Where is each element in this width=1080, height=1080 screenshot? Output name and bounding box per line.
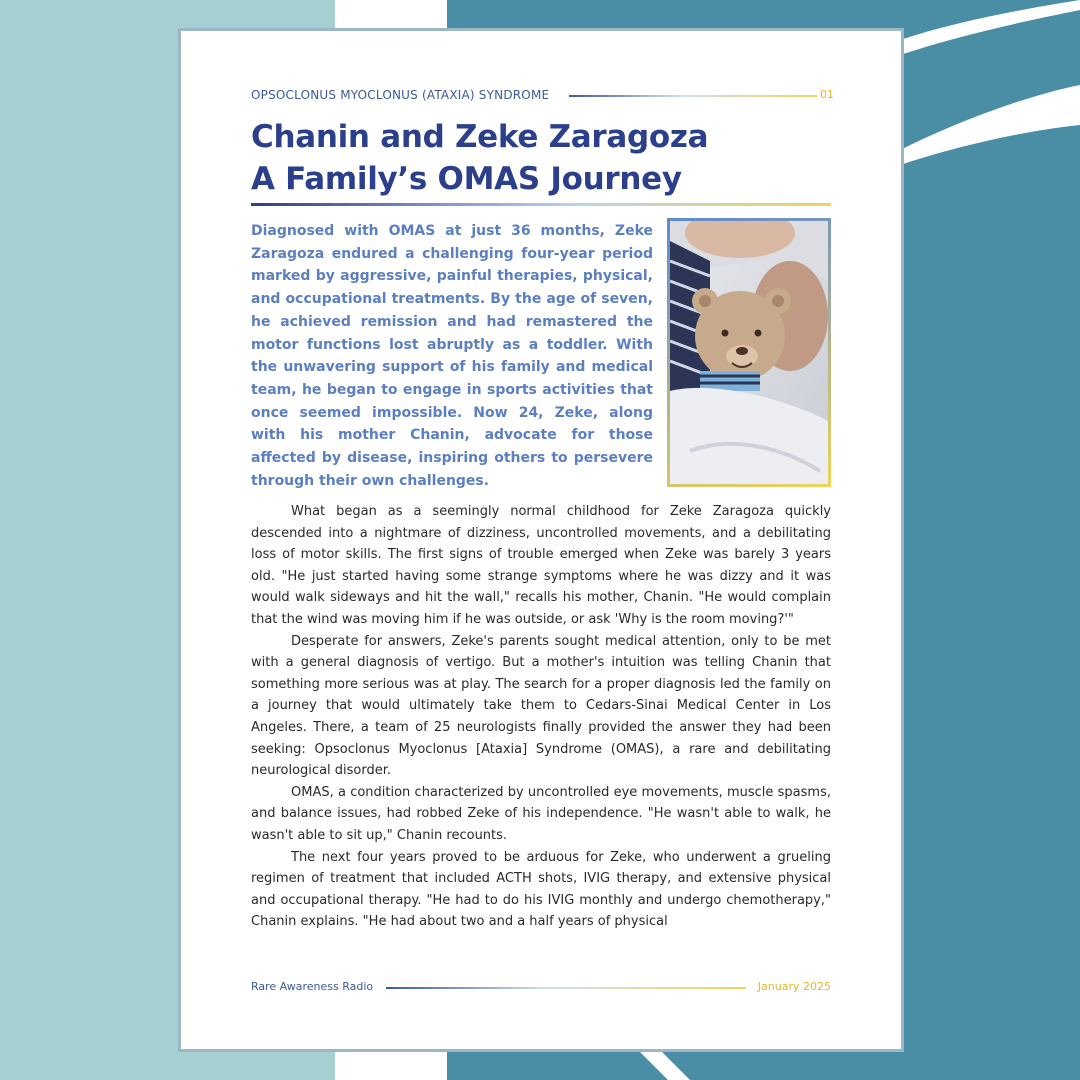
running-title: OPSOCLONUS MYOCLONUS (ATAXIA) SYNDROME (251, 88, 550, 102)
publication-name: Rare Awareness Radio (251, 980, 374, 993)
article-title (251, 116, 834, 200)
teddy-bear-photo (667, 218, 831, 487)
document-page (178, 28, 904, 1052)
body-paragraph: OMAS, a condition characterized by uncontrolled eye movements, muscle spasms, and balance issues, had robbed Zeke of his independence. "He wasn't able to walk, he wasn't able to sit up," Chanin recounts. (251, 784, 831, 843)
page-number: 01 (820, 88, 834, 101)
issue-date: January 2025 (757, 980, 831, 993)
running-header (251, 88, 834, 104)
footer-rule (386, 987, 746, 989)
title-line-1: Chanin and Zeke Zaragoza (251, 119, 709, 155)
article-body (251, 501, 831, 933)
teddy-bear-image (670, 221, 828, 484)
header-rule (569, 95, 817, 97)
body-paragraph: The next four years proved to be arduous for Zeke, who underwent a grueling regimen of treatment that included ACTH shots, IVIG therapy, and extensive physical and occupational therapy. "He had to do his IVIG monthly and undergo chemotherapy," Chanin explains. "He had about two and a half years of physical (251, 849, 831, 930)
page-footer (251, 980, 831, 996)
body-paragraph: Desperate for answers, Zeke's parents sought medical attention, only to be met with a general diagnosis of vertigo. But a mother's intuition was telling Chanin that something more serious was at play. The search for a proper diagnosis led the family on a journey that would ultimately take them to Cedars-Sinai Medical Center in Los Angeles. There, a team of 25 neurologists finally provided the answer they had been seeking: Opsoclonus Myoclonus [Ataxia] Syndrome (OMAS), a rare and debilitating neurological disorder. (251, 633, 831, 779)
body-paragraph: What began as a seemingly normal childhood for Zeke Zaragoza quickly descended into a nightmare of dizziness, uncontrolled movements, and a debilitating loss of motor skills. The first signs of trouble emerged when Zeke was barely 3 years old. "He just started having some strange symptoms where he was dizzy and it was would walk sideways and hit the wall," recalls his mother, Chanin. "He would complain that the wind was moving him if he was outside, or ask 'Why is the room moving?'" (251, 504, 831, 627)
title-line-2: A Family’s OMAS Journey (251, 161, 682, 197)
title-underline (251, 203, 831, 206)
article-lede: Diagnosed with OMAS at just 36 months, Zeke Zaragoza endured a challenging four-year period marked by aggressive, painful therapies, physical, and occupational treatments. By the age of seven, he achieved remission and had remastered the motor functions lost abruptly as a toddler. With the unwavering support of his family and medical team, he began to engage in sports activities that once seemed impossible. Now 24, Zeke, along with his mother Chanin, advocate for those affected by disease, inspiring others to persevere through their own challenges. (251, 223, 653, 489)
